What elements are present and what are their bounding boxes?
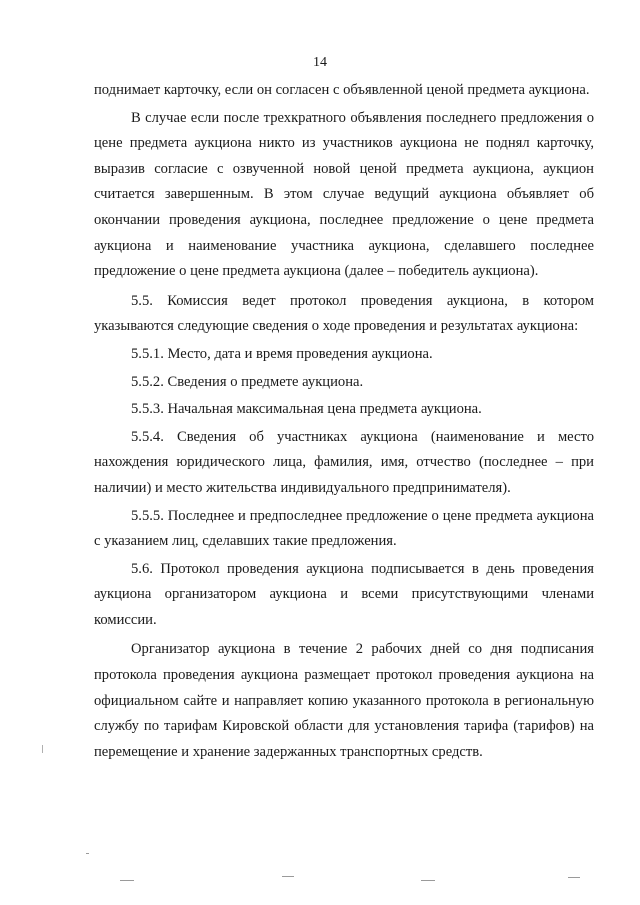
document-body — [94, 78, 594, 765]
paragraph-5-5-4: 5.5.4. Сведения об участниках аукциона (наименование и место нахождения юридического лица, фамилия, имя, отчество (последнее – при наличии) и место жительства индивидуального предпринимателя). — [94, 428, 594, 496]
scan-artifact — [42, 745, 43, 753]
scan-artifact — [120, 880, 134, 881]
paragraph-5-5-1: 5.5.1. Место, дата и время проведения аукциона. — [131, 345, 433, 362]
paragraph-5-6: 5.6. Протокол проведения аукциона подписывается в день проведения аукциона организатором аукциона и всеми присутствующими членами комиссии. — [94, 560, 594, 628]
paragraph-organizer: Организатор аукциона в течение 2 рабочих дней со дня подписания протокола проведения аукциона размещает протокол проведения аукциона на официальном сайте и направляет копию указанного протокола в региональную службу по тарифам Кировской области для установления тарифа (тарифов) на перемещение и хранение задержанных транспортных средств. — [94, 641, 594, 760]
scan-artifact — [568, 877, 580, 878]
paragraph-continuation: поднимает карточку, если он согласен с объявленной ценой предмета аукциона. — [94, 82, 590, 98]
paragraph-5-5: 5.5. Комиссия ведет протокол проведения аукциона, в котором указываются следующие сведения о ходе проведения и результатах аукциона: — [94, 292, 594, 335]
page-number: 14 — [313, 55, 327, 70]
scan-artifact — [86, 853, 89, 854]
scan-artifact — [282, 876, 294, 877]
paragraph-5-5-2: 5.5.2. Сведения о предмете аукциона. — [131, 373, 364, 390]
paragraph-5-5-3: 5.5.3. Начальная максимальная цена предмета аукциона. — [131, 401, 482, 418]
scan-artifact — [421, 880, 435, 881]
paragraph-5-5-5: 5.5.5. Последнее и предпоследнее предложение о цене предмета аукциона с указанием лиц, сделавших такие предложения. — [94, 507, 594, 550]
paragraph-auction-end: В случае если после трехкратного объявления последнего предложения о цене предмета аукциона никто из участников аукциона не поднял карточку, выразив согласие с озвученной новой ценой предмета аукциона, аукцион считается завершенным. В этом случае ведущий аукциона объявляет об окончании проведения аукциона, последнее предложение о цене предмета аукциона и наименование участника аукциона, сделавшего последнее предложение о цене предмета аукциона (далее – победитель аукциона). — [94, 109, 594, 280]
